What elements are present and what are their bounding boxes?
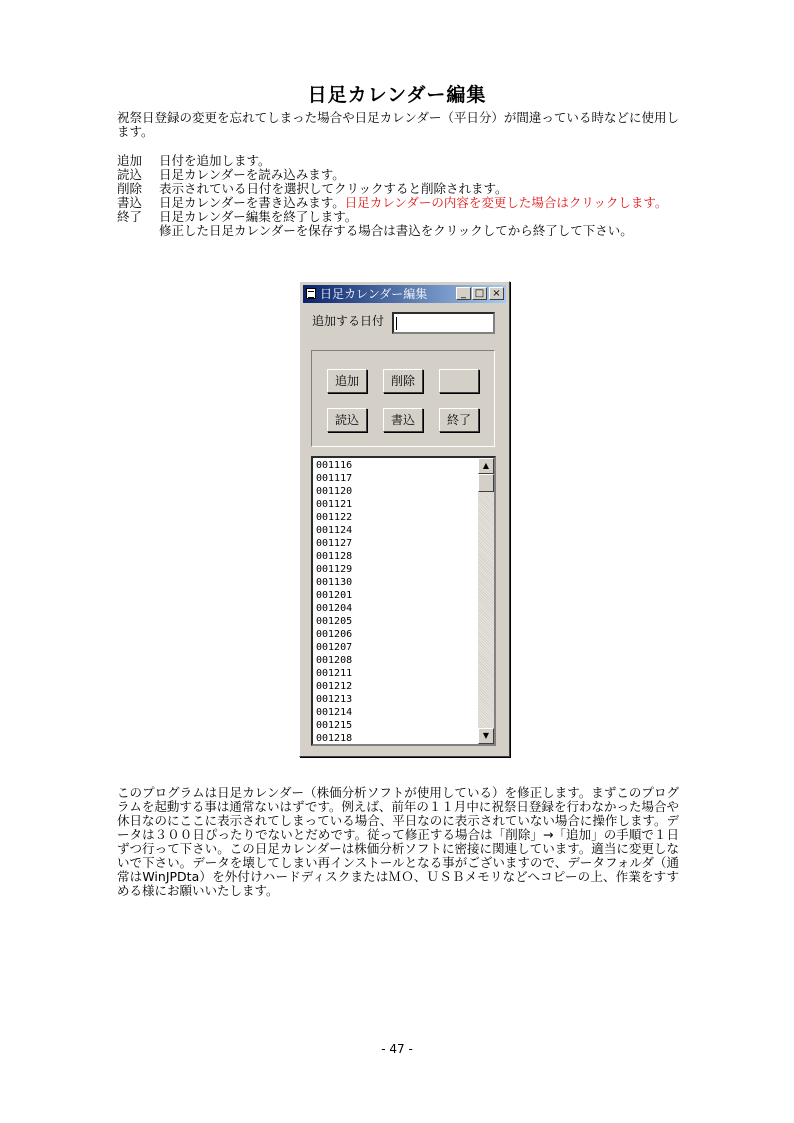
list-item[interactable]: 001128 [316, 551, 353, 562]
list-item[interactable]: 001207 [316, 642, 353, 653]
command-desc: 日足カレンダーを読み込みます。 [159, 167, 345, 182]
list-item[interactable]: 001121 [316, 499, 353, 510]
page-number: - 47 - [381, 1042, 413, 1056]
list-item[interactable]: 001204 [316, 603, 353, 614]
command-item-exit [117, 210, 682, 238]
command-desc-warning: 日足カレンダーの内容を変更した場合はクリックします。 [344, 195, 668, 210]
command-desc [159, 210, 682, 238]
minimize-button[interactable]: _ [456, 287, 471, 300]
list-item[interactable]: 001218 [316, 733, 353, 744]
list-item[interactable]: 001208 [316, 655, 353, 666]
list-item[interactable]: 001124 [316, 525, 353, 536]
command-item-delete [117, 182, 682, 196]
command-key: 削除 [117, 181, 143, 196]
close-button[interactable]: × [489, 287, 504, 300]
command-item-write [117, 196, 682, 210]
list-item[interactable]: 001211 [316, 668, 353, 679]
intro-paragraph: 祝祭日登録の変更を忘れてしまった場合や日足カレンダー（平日分）が間違っている時などに使用します。 [117, 110, 679, 139]
list-scrollbar[interactable] [478, 458, 494, 744]
calendar-edit-window [299, 281, 510, 757]
write-button[interactable]: 書込 [383, 408, 423, 432]
list-item[interactable]: 001117 [316, 473, 353, 484]
add-button[interactable]: 追加 [327, 369, 367, 393]
delete-button[interactable]: 削除 [383, 369, 423, 393]
scroll-thumb[interactable] [478, 474, 494, 492]
date-list-items [313, 458, 494, 745]
command-desc-text: 日足カレンダー編集を終了します。 [159, 209, 358, 224]
list-item[interactable]: 001205 [316, 616, 353, 627]
command-desc-text: 日足カレンダーを書き込みます。 [159, 195, 345, 210]
list-item[interactable]: 001214 [316, 707, 353, 718]
command-desc: 表示されている日付を選択してクリックすると削除されます。 [159, 181, 508, 196]
date-list[interactable] [311, 456, 496, 746]
window-titlebar[interactable] [303, 285, 506, 303]
command-key: 読込 [117, 167, 143, 182]
window-title: 日足カレンダー編集 [320, 287, 428, 301]
list-item[interactable]: 001212 [316, 681, 353, 692]
list-item[interactable]: 001215 [316, 720, 353, 731]
description-paragraph: このプログラムは日足カレンダー（株価分析ソフトが使用している）を修正します。まずこのプログラムを起動する事は通常ないはずです。例えば、前年の１１月中に祝祭日登録を行わなかった場合や休日なのにここに表示されてしまっている場合、平日なのに表示されていない場合に操作します。データは３００日ぴったりでないとだめです。従って修正する場合は「削除」→「追加」の手順で１日ずつ行って下さい。この日足カレンダーは株価分析ソフトに密接に関連しています。適当に変更しないで下さい。データを壊してしまい再インストールとなる事がございますので、データフォルダ（通常はWinJPDta）を外付けハードディスクまたはＭＯ、ＵＳＢメモリなどへコピーの上、作業をすすめる様にお願いいたします。 [117, 785, 679, 898]
command-item-add [117, 154, 682, 168]
list-item[interactable]: 001120 [316, 486, 353, 497]
list-item[interactable]: 001129 [316, 564, 353, 575]
command-desc-note: 修正した日足カレンダーを保存する場合は書込をクリックしてから終了して下さい。 [159, 223, 633, 238]
date-label: 追加する日付 [312, 314, 385, 328]
text-caret [396, 317, 397, 330]
scroll-down-button[interactable]: ▼ [478, 728, 494, 744]
command-desc: 日付を追加します。 [159, 153, 271, 168]
command-desc [159, 196, 682, 210]
list-item[interactable]: 001122 [316, 512, 353, 523]
command-key: 追加 [117, 153, 143, 168]
list-item[interactable]: 001206 [316, 629, 353, 640]
list-item[interactable]: 001127 [316, 538, 353, 549]
scroll-up-button[interactable]: ▲ [478, 458, 494, 474]
read-button[interactable]: 読込 [327, 408, 367, 432]
date-input[interactable] [392, 312, 495, 334]
button-group [311, 350, 495, 447]
list-item[interactable]: 001213 [316, 694, 353, 705]
app-icon [306, 288, 316, 299]
command-item-read [117, 168, 682, 182]
maximize-button[interactable]: □ [472, 287, 487, 300]
blank-button[interactable] [439, 369, 479, 393]
exit-button[interactable]: 終了 [439, 408, 479, 432]
list-item[interactable]: 001116 [316, 460, 353, 471]
command-key: 終了 [117, 209, 143, 224]
list-item[interactable]: 001201 [316, 590, 353, 601]
command-key: 書込 [117, 195, 143, 210]
command-list [117, 154, 682, 238]
page-title: 日足カレンダー編集 [307, 84, 487, 106]
list-item[interactable]: 001130 [316, 577, 353, 588]
